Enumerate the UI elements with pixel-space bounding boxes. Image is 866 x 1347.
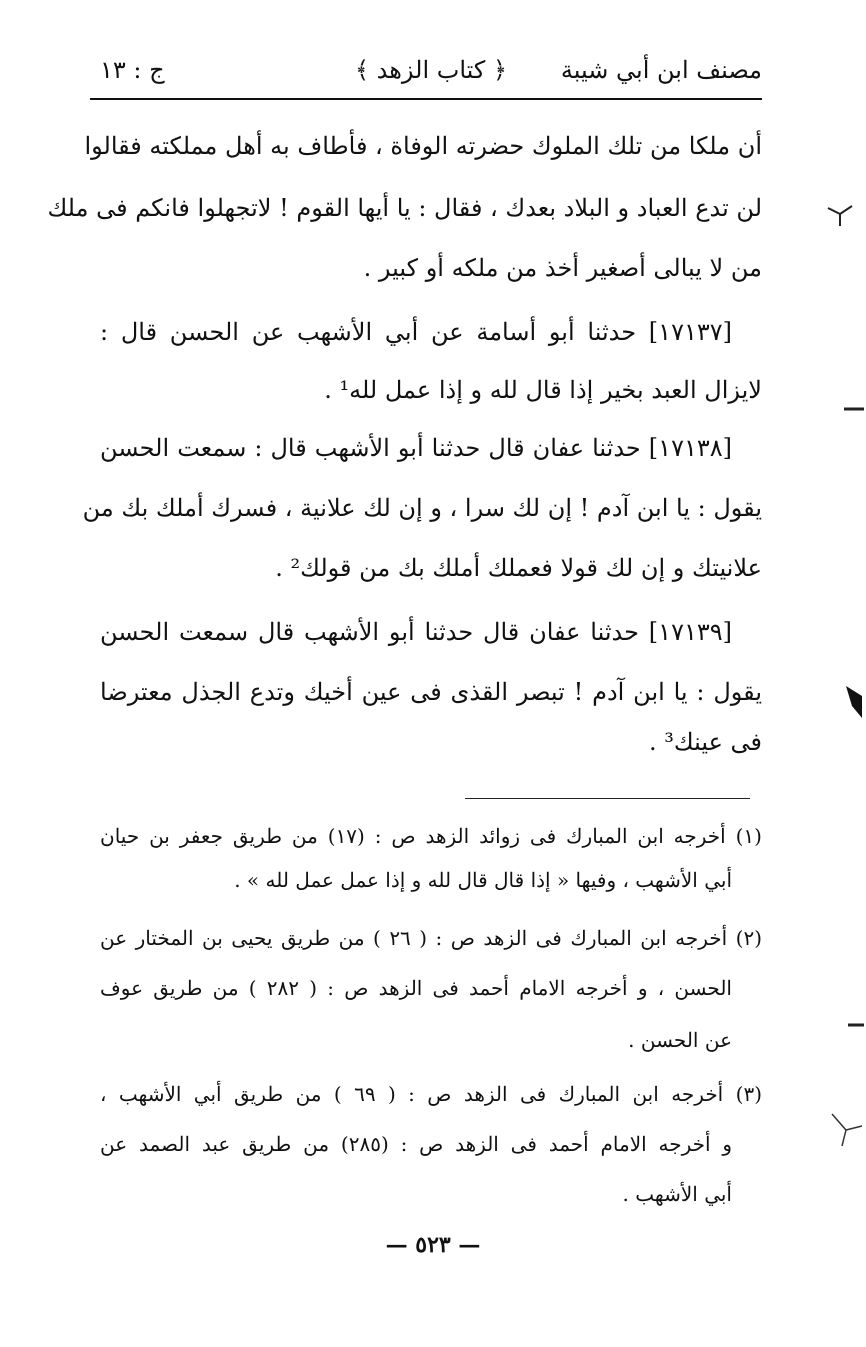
body-line: يقول : يا ابن آدم ! تبصر القذى فى عين أخيك وتدع الجذل معترضا <box>100 678 763 706</box>
footnote-line: أبي الأشهب ، وفيها « إذا قال قال لله و إذا عمل عمل لله » . <box>234 868 732 892</box>
footnote-line: و أخرجه الامام أحمد فى الزهد ص : (٢٨٥) من طريق عبد الصمد عن <box>100 1132 733 1156</box>
hadith-17139: [١٧١٣٩] حدثنا عفان قال حدثنا أبو الأشهب قال سمعت الحسن <box>100 618 732 646</box>
margin-mark-icon <box>826 200 856 230</box>
running-header <box>100 52 762 92</box>
margin-mark-icon <box>846 1018 866 1032</box>
footnote-line: أبي الأشهب . <box>622 1182 732 1206</box>
body-line: لن تدع العباد و البلاد بعدك ، فقال : يا أيها القوم ! لاتجهلوا فانكم فى ملك <box>47 194 762 222</box>
hadith-17138: [١٧١٣٨] حدثنا عفان قال حدثنا أبو الأشهب قال : سمعت الحسن <box>100 434 732 462</box>
margin-mark-icon <box>842 402 866 416</box>
margin-mark-icon <box>830 1110 864 1150</box>
hadith-17137: [١٧١٣٧] حدثنا أبو أسامة عن أبي الأشهب عن الحسن قال : <box>100 318 732 346</box>
footnote-rule <box>465 798 750 799</box>
book-title: مصنف ابن أبي شيبة <box>560 56 762 84</box>
footnote-2: (٢) أخرجه ابن المبارك فى الزهد ص : ( ٢٦ ) من طريق يحيى بن المختار عن <box>100 926 762 950</box>
footnote-1: (١) أخرجه ابن المبارك فى زوائد الزهد ص : (١٧) من طريق جعفر بن حيان <box>100 824 762 848</box>
footnote-line: عن الحسن . <box>628 1028 732 1052</box>
chapter-title: ﴿ كتاب الزهد ﴾ <box>354 56 508 84</box>
footnote-line: الحسن ، و أخرجه الامام أحمد فى الزهد ص : ( ٢٨٢ ) من طريق عوف <box>100 976 732 1000</box>
margin-mark-icon <box>842 682 866 722</box>
page-number: — ٥٢٣ — <box>385 1232 481 1258</box>
header-rule <box>90 98 762 100</box>
footnote-3: (٣) أخرجه ابن المبارك فى الزهد ص : ( ٦٩ ) من طريق أبي الأشهب ، <box>100 1082 762 1106</box>
body-line: يقول : يا ابن آدم ! إن لك سرا ، و إن لك علانية ، فسرك أملك بك من <box>82 494 762 522</box>
body-line: من لا يبالى أصغير أخذ من ملكه أو كبير . <box>363 254 762 282</box>
body-line: فى عينك³ . <box>648 728 762 756</box>
volume-number: ج : ١٣ <box>100 56 165 84</box>
body-line: لايزال العبد بخير إذا قال لله و إذا عمل لله¹ . <box>324 376 762 404</box>
body-line: علانيتك و إن لك قولا فعملك أملك بك من قولك² . <box>275 554 762 582</box>
body-line: أن ملكا من تلك الملوك حضرته الوفاة ، فأطاف به أهل مملكته فقالوا <box>84 132 762 160</box>
